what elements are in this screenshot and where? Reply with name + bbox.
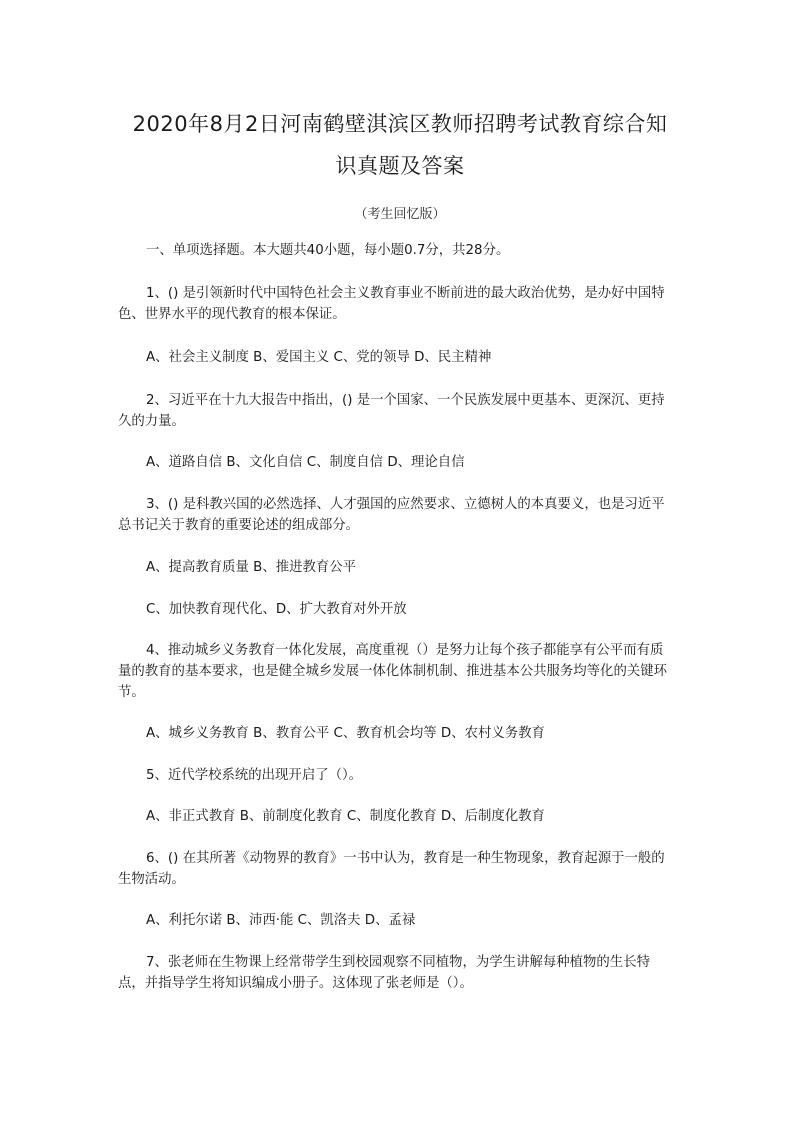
question-2-options: A、道路自信 B、文化自信 C、制度自信 D、理论自信 — [146, 455, 465, 470]
question-6-stem: 6、() 在其所著《动物界的教育》一书中认为，教育是一种生物现象，教育起源于一般的生物活动。 — [118, 851, 665, 887]
question-3-stem: 3、() 是科教兴国的必然选择、人才强国的应然要求、立德树人的本真要义，也是习近平总书记关于教育的重要论述的组成部分。 — [118, 497, 665, 533]
document-subtitle: （考生回忆版） — [354, 207, 446, 222]
question-3-options-line-1: A、提高教育质量 B、推进教育公平 — [146, 560, 357, 575]
question-2-stem: 2、习近平在十九大报告中指出，() 是一个国家、一个民族发展中更基本、更深沉、更持久的力量。 — [118, 393, 665, 429]
question-3-options-line-2: C、加快教育现代化、D、扩大教育对外开放 — [146, 602, 407, 617]
document-title-line-2: 识真题及答案 — [335, 154, 465, 178]
question-1-stem: 1、() 是引领新时代中国特色社会主义教育事业不断前进的最大政治优势，是办好中国特色、世界水平的现代教育的根本保证。 — [118, 286, 665, 322]
question-4-options: A、城乡义务教育 B、教育公平 C、教育机会均等 D、农村义务教育 — [146, 726, 545, 741]
question-4-stem: 4、推动城乡义务教育一体化发展，高度重视（）是努力让每个孩子都能享有公平而有质量的教育的基本要求，也是健全城乡发展一体化体制机制、推进基本公共服务均等化的关键环节。 — [118, 643, 668, 700]
question-1-options: A、社会主义制度 B、爱国主义 C、党的领导 D、民主精神 — [146, 350, 492, 365]
question-6-options: A、利托尔诺 B、沛西·能 C、凯洛夫 D、孟禄 — [146, 913, 416, 928]
question-5-stem: 5、近代学校系统的出现开启了（）。 — [146, 768, 363, 783]
section-heading: 一、单项选择题。本大题共40小题，每小题0.7分，共28分。 — [146, 243, 510, 258]
document-title-line-1: 2020年8月2日河南鹤壁淇滨区教师招聘考试教育综合知 — [132, 112, 668, 136]
question-7-stem: 7、张老师在生物课上经常带学生到校园观察不同植物，为学生讲解每种植物的生长特点，并指导学生将知识编成小册子。这体现了张老师是（）。 — [118, 955, 650, 991]
question-5-options: A、非正式教育 B、前制度化教育 C、制度化教育 D、后制度化教育 — [146, 809, 545, 824]
